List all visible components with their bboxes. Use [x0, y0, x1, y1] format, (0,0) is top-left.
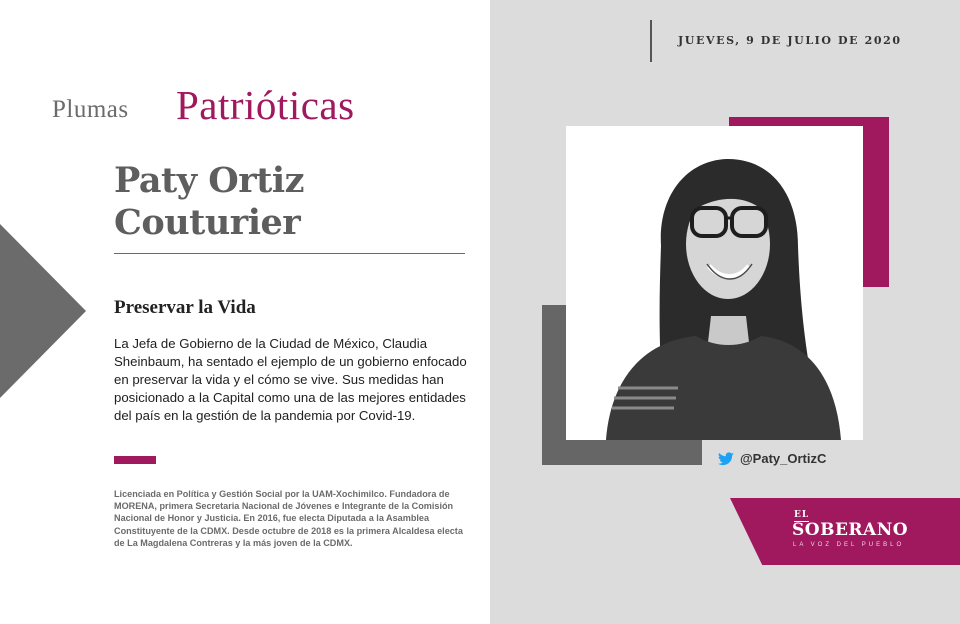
- date-divider: [650, 20, 652, 62]
- logo-name: SOBERANO: [792, 520, 909, 540]
- logo-prefix: EL: [794, 510, 810, 520]
- decorative-arrow: [0, 224, 86, 398]
- publication-date: JUEVES, 9 DE JULIO DE 2020: [678, 34, 902, 47]
- twitter-handle[interactable]: [718, 451, 826, 466]
- author-bio: Licenciada en Política y Gestión Social por la UAM-Xochimilco. Fundadora de MORENA, primera Secretaria Nacional de Jóvenes e Integrante de la Comisión Nacional de Honor y Justicia. En 2016, fue electa Diputada a la Asamblea Constituyente de la CDMX. Desde octubre de 2018 es la primera Alcaldesa electa de La Magdalena Contreras y la más joven de la CDMX.: [114, 489, 463, 548]
- author-portrait-illustration: [566, 126, 863, 440]
- column-brand-title: Patrióticas: [176, 82, 355, 128]
- article-title: Preservar la Vida: [114, 297, 256, 318]
- author-name-line1: Paty Ortiz: [114, 160, 305, 201]
- author-name-line2: Couturier: [114, 202, 301, 243]
- twitter-handle-text[interactable]: @Paty_OrtizC: [740, 451, 827, 466]
- author-photo: [566, 126, 863, 440]
- column-brand-prefix: Plumas: [52, 96, 129, 123]
- author-divider: [114, 253, 465, 254]
- article-body: La Jefa de Gobierno de la Ciudad de México, Claudia Sheinbaum, ha sentado el ejemplo de un gobierno enfocado en preservar la vida y el cómo se vive. Sus medidas han posicionado a la Capital como una de las mejores entidades del país en la gestión de la pandemia por Covid-19.: [114, 336, 467, 423]
- logo-tagline: LA VOZ DEL PUEBLO: [793, 542, 905, 548]
- accent-bar: [114, 456, 156, 464]
- twitter-bird-icon: [718, 452, 734, 466]
- author-name: [114, 160, 474, 244]
